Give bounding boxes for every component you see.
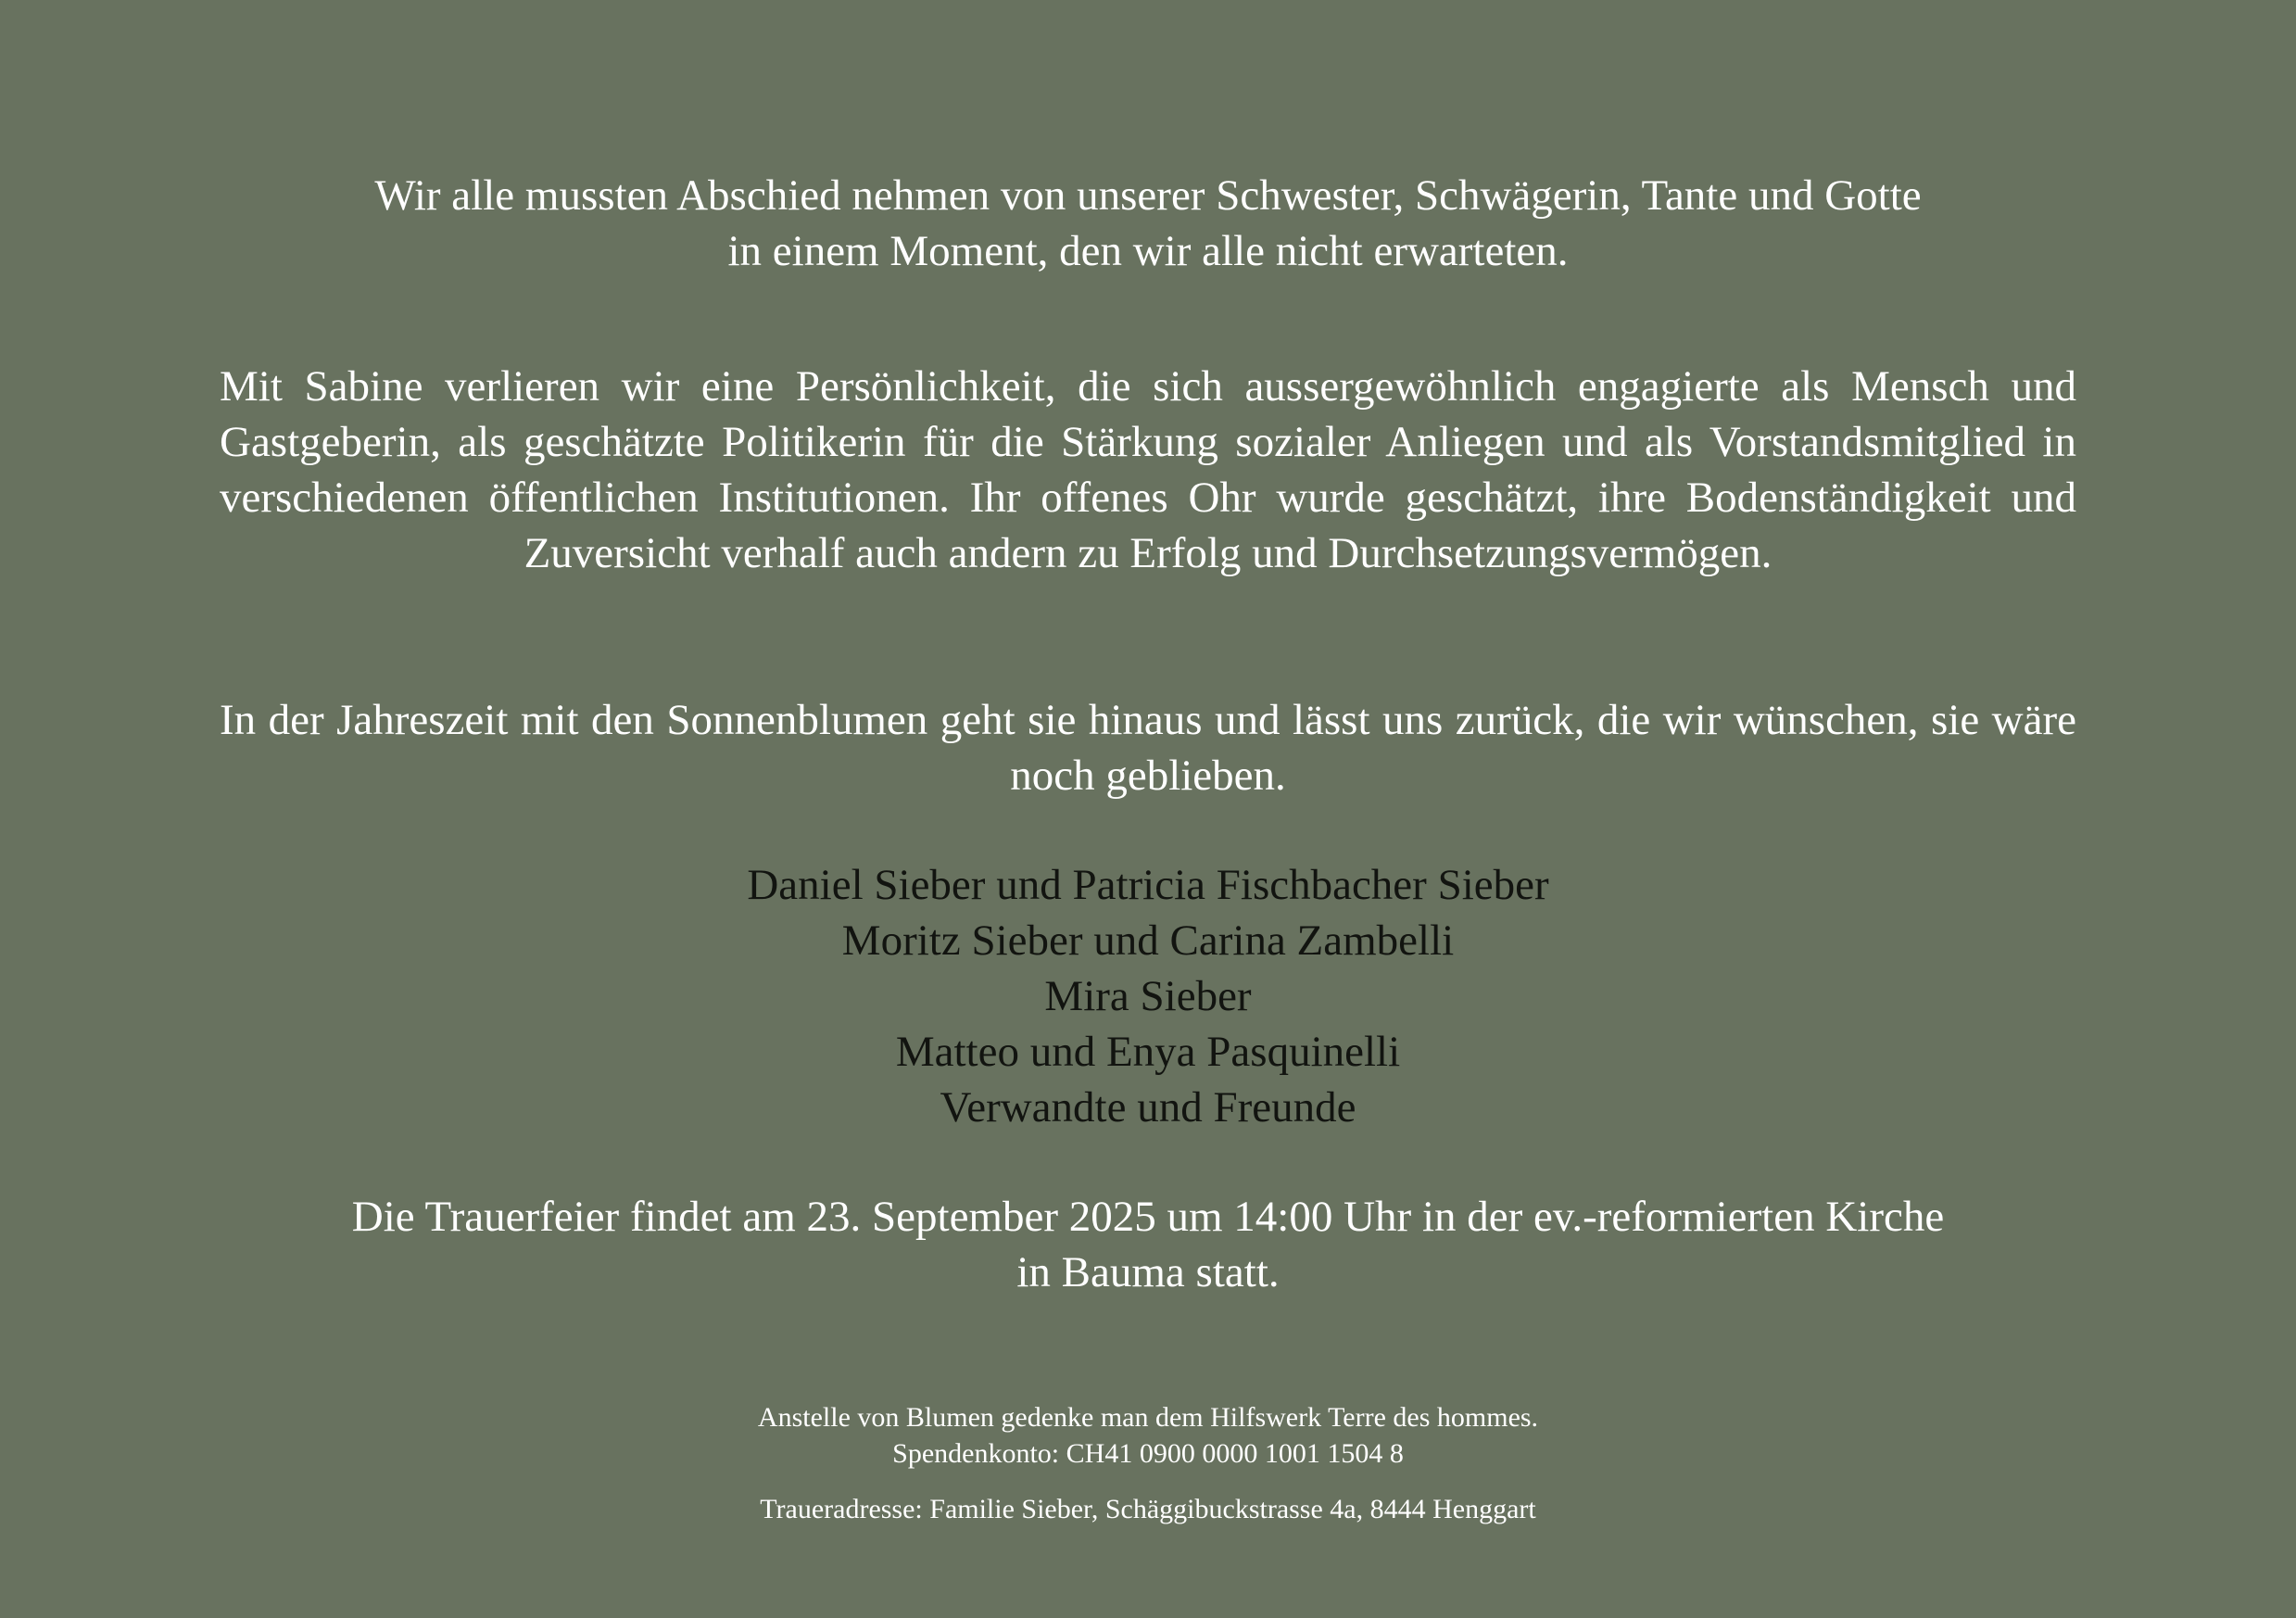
ceremony-line-1: Die Trauerfeier findet am 23. September 2025 um 14:00 Uhr in der ev.-reformierten Kirche [351,1193,1945,1241]
ceremony-line-2: in Bauma statt. [1016,1248,1280,1296]
mourner-name: Mira Sieber [1044,972,1252,1020]
opening-paragraph [220,168,2076,279]
ceremony-paragraph [220,1189,2076,1300]
donation-note [220,1399,2076,1472]
mourner-name: Matteo und Enya Pasquinelli [895,1028,1401,1076]
mourner-name: Moritz Sieber und Carina Zambelli [841,916,1455,965]
opening-line-2: in einem Moment, den wir alle nicht erwarteten. [727,227,1569,275]
tribute-paragraph: Mit Sabine verlieren wir eine Persönlichkeit, die sich aussergewöhnlich engagierte als Mensch und Gastgeberin, als geschätzte Politikerin für die Stärkung sozialer Anliegen und als Vorstandsmitglied in verschiedenen öffentlichen Institutionen. Ihr offenes Ohr wurde geschätzt, ihre Bodenständigkeit und Zuversicht verhalf auch andern zu Erfolg und Durchsetzungsvermögen. [220,362,2076,577]
donation-line: Anstelle von Blumen gedenke man dem Hilfswerk Terre des hommes. [757,1402,1539,1433]
mourners-list [220,857,2076,1135]
mourner-name: Daniel Sieber und Patricia Fischbacher Sieber [747,861,1549,909]
sunflower-paragraph: In der Jahreszeit mit den Sonnenblumen geht sie hinaus und lässt uns zurück, die wir wünschen, sie wäre noch geblieben. [220,696,2076,800]
mourner-name: Verwandte und Freunde [940,1083,1356,1131]
mourning-address: Traueradresse: Familie Sieber, Schäggibuckstrasse 4a, 8444 Henggart [760,1494,1536,1524]
opening-line-1: Wir alle mussten Abschied nehmen von unserer Schwester, Schwägerin, Tante und Gotte [374,171,1922,220]
donation-account: Spendenkonto: CH41 0900 0000 1001 1504 8 [892,1438,1404,1469]
obituary-card [220,0,2076,1618]
